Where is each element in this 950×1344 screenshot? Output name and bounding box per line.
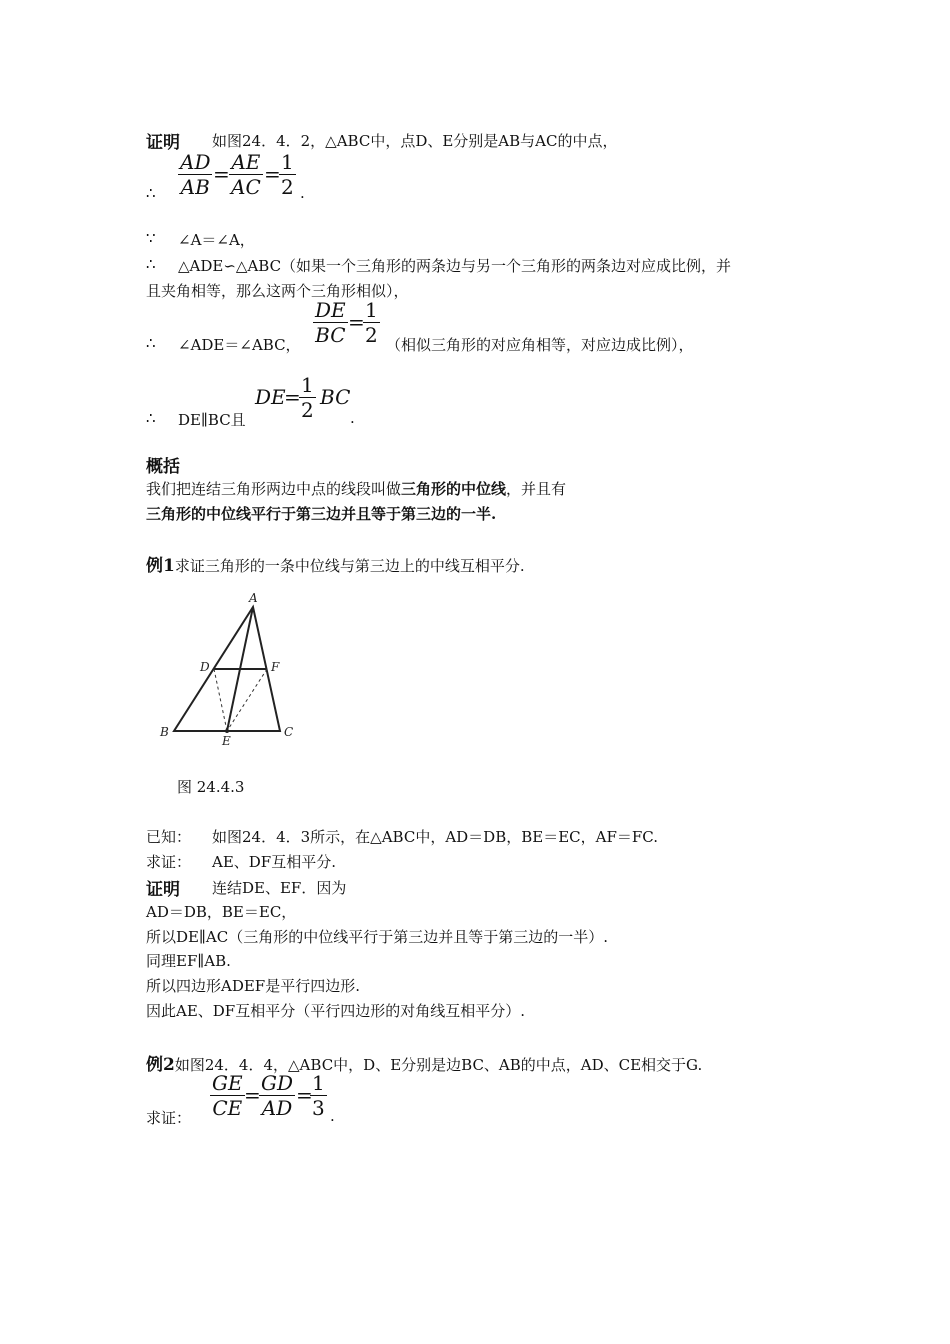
summary-theorem: 三角形的中位线平行于第三边并且等于第三边的一半. xyxy=(146,505,497,523)
summary-line1-pre: 我们把连结三角形两边中点的线段叫做 xyxy=(146,480,402,498)
summary-term: 三角形的中位线 xyxy=(401,480,507,498)
therefore-symbol: ∴ xyxy=(146,184,156,202)
fraction-denominator: 3 xyxy=(312,1096,325,1120)
fraction-numerator: DE xyxy=(315,298,346,322)
bc-label: BC xyxy=(320,385,351,409)
proof-heading: 证明 xyxy=(146,133,180,153)
equals-sign: = xyxy=(264,162,281,186)
point-e-dot xyxy=(225,729,229,733)
fraction-denominator: CE xyxy=(210,1095,245,1120)
similarity-continued: 且夹角相等，那么这两个三角形相似）， xyxy=(146,282,409,300)
therefore-symbol: ∴ xyxy=(146,409,156,427)
de-label: DE xyxy=(255,385,286,409)
equals-sign: = xyxy=(296,1083,313,1107)
fraction-denominator: 2 xyxy=(281,175,294,199)
example1-text: 求证三角形的一条中位线与第三边上的中线互相平分. xyxy=(174,557,525,575)
example1-statement xyxy=(146,551,525,576)
proof-step-5: 所以四边形ADEF是平行四边形. xyxy=(146,977,360,995)
fraction-gd-ad xyxy=(259,1071,295,1120)
therefore-symbol: ∴ xyxy=(146,334,156,352)
proof-intro: 如图24．4．2，△ABC中，点D、E分别是AB与AC的中点， xyxy=(212,132,618,150)
period: . xyxy=(350,409,355,427)
summary-heading: 概括 xyxy=(146,457,180,477)
triangle-figure xyxy=(150,590,310,750)
prove-text: AE、DF互相平分. xyxy=(212,853,336,871)
fraction-numerator: 1 xyxy=(301,373,314,397)
proof-step-3: 所以DE∥AC（三角形的中位线平行于第三边并且等于第三边的一半）. xyxy=(146,928,608,946)
equals-sign: = xyxy=(244,1083,261,1107)
fraction-denominator: AC xyxy=(231,175,261,199)
example2-text: 如图24．4．4，△ABC中，D、E分别是边BC、AB的中点，AD、CE相交于G. xyxy=(174,1056,703,1074)
prove-label: 求证： xyxy=(146,853,192,871)
fraction-one-half xyxy=(299,373,316,422)
period: . xyxy=(300,184,305,202)
fraction-denominator: BC xyxy=(313,322,348,347)
proof-step-2: AD＝DB，BE＝EC， xyxy=(146,903,297,921)
fraction-denominator: AB xyxy=(178,174,212,199)
label-e: E xyxy=(222,734,231,748)
fraction-one-half xyxy=(279,150,296,199)
example1-proof-label: 证明 xyxy=(146,880,180,900)
label-f: F xyxy=(271,660,280,674)
proof-step-1: 连结DE、EF．因为 xyxy=(212,879,347,897)
label-b: B xyxy=(160,725,169,739)
example1-label: 例1 xyxy=(146,556,175,576)
label-d: D xyxy=(200,660,210,674)
period: . xyxy=(330,1107,335,1125)
proof-step-6: 因此AE、DF互相平分（平行四边形的对角线互相平分）. xyxy=(146,1002,525,1020)
known-label: 已知： xyxy=(146,828,192,846)
fraction-numerator: 1 xyxy=(281,150,294,174)
fraction-numerator: GD xyxy=(261,1071,294,1095)
angle-equality: ∠A＝∠A， xyxy=(178,231,255,249)
parallel-statement: DE∥BC且 xyxy=(178,411,246,429)
example2-label: 例2 xyxy=(146,1055,175,1075)
equals-sign: = xyxy=(284,385,301,409)
figure-caption: 图 24.4.3 xyxy=(177,778,245,796)
fraction-ae-ac xyxy=(229,150,263,199)
equals-sign: = xyxy=(348,310,365,334)
fraction-de-bc xyxy=(313,298,348,347)
fraction-one-half xyxy=(363,298,380,347)
similarity-statement: △ADE∽△ABC（如果一个三角形的两条边与另一个三角形的两条边对应成比例，并 xyxy=(178,257,732,275)
fraction-denominator: 2 xyxy=(365,323,378,347)
summary-line1 xyxy=(146,478,566,499)
fraction-numerator: 1 xyxy=(365,298,378,322)
fraction-denominator: AD xyxy=(259,1095,295,1120)
reason-text: （相似三角形的对应角相等，对应边成比例）， xyxy=(386,336,694,354)
fraction-numerator: 1 xyxy=(312,1071,325,1095)
equals-sign: = xyxy=(213,162,230,186)
label-c: C xyxy=(284,725,294,739)
fraction-numerator: AD xyxy=(180,150,211,174)
fraction-numerator: AE xyxy=(231,150,261,174)
summary-line1-post: ，并且有 xyxy=(506,480,567,498)
fraction-denominator: 2 xyxy=(301,398,314,422)
fraction-numerator: GE xyxy=(212,1071,243,1095)
fraction-one-third xyxy=(310,1071,327,1120)
dashed-de xyxy=(214,669,227,731)
proof-step-4: 同理EF∥AB. xyxy=(146,952,231,970)
angle-correspondence: ∠ADE＝∠ABC， xyxy=(178,336,301,354)
therefore-symbol: ∴ xyxy=(146,255,156,273)
fraction-ad-ab xyxy=(178,150,212,199)
known-text: 如图24．4．3所示，在△ABC中，AD＝DB，BE＝EC，AF＝FC. xyxy=(212,828,658,846)
label-a: A xyxy=(249,591,258,605)
because-symbol: ∵ xyxy=(146,229,156,247)
fraction-ge-ce xyxy=(210,1071,245,1120)
example2-prove-label: 求证： xyxy=(146,1109,192,1127)
